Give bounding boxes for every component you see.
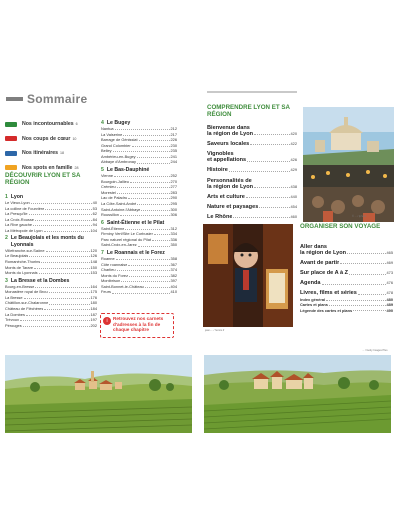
entry-dots <box>250 141 289 145</box>
section-title: Saint-Étienne et le Pilat <box>106 219 165 226</box>
toc-entry[interactable] <box>207 178 297 190</box>
section-number: 2 <box>5 235 8 242</box>
section-number: 1 <box>5 194 8 200</box>
entry-dots <box>137 201 169 205</box>
entry-dots <box>137 154 170 158</box>
entry-dots <box>46 248 90 252</box>
entry-page: 489 <box>386 302 393 308</box>
entry-label: Livres, films et séries <box>300 290 357 297</box>
entry-page: 150 <box>90 264 97 270</box>
entry-line <box>207 131 297 137</box>
entry-dots <box>45 206 91 210</box>
entry-label: Vignobles <box>207 151 234 158</box>
entry-dots <box>138 242 170 246</box>
comprendre-list <box>207 125 297 224</box>
entry-dots <box>29 211 92 215</box>
entry-dots <box>34 265 89 269</box>
toc-entry[interactable] <box>5 323 97 329</box>
entry-dots <box>130 179 170 183</box>
entry-label: Crémieu <box>101 184 116 190</box>
entry-page: 84 <box>92 216 97 222</box>
entry-page: 217 <box>170 131 177 137</box>
entry-label: Le Vieux-Lyon <box>5 200 30 206</box>
page-title <box>6 92 87 106</box>
legend-item[interactable] <box>5 117 100 132</box>
entry-label: Belley <box>101 148 112 154</box>
entry-label: Bourgoin-Jallieu <box>101 178 129 184</box>
toc-entry[interactable] <box>300 260 393 266</box>
entry-label: Légende des cartes et plans <box>300 307 353 313</box>
legend-swatch <box>5 136 17 141</box>
entry-dots <box>358 290 386 294</box>
discover-section-title: DÉCOUVRIR LYON ET SA RÉGION <box>5 172 81 187</box>
toc-entry[interactable] <box>101 242 177 248</box>
entry-line <box>300 250 393 256</box>
entry-dots <box>246 194 290 198</box>
photo-credit-bottom: ... / Getty Images Plus <box>362 349 388 352</box>
entry-label: la région de Lyon <box>207 131 254 138</box>
legend-item[interactable] <box>5 146 100 161</box>
entry-label: Personnalités de <box>207 177 252 184</box>
toc-entry[interactable] <box>101 159 177 165</box>
entry-label: Grand Colombier <box>101 142 131 148</box>
entry-label: La Métropole de Lyon <box>5 227 43 233</box>
entry-label: La Dombes <box>5 311 25 317</box>
entry-page: 367 <box>170 261 177 267</box>
entry-page: 438 <box>290 183 297 189</box>
entry-page: 336 <box>170 236 177 242</box>
entry-dots <box>152 237 170 241</box>
entry-page: 176 <box>90 294 97 300</box>
entry-page: 300 <box>170 206 177 212</box>
entry-page: 62 <box>92 211 97 217</box>
entry-label: La Rive gauche <box>5 222 33 228</box>
entry-page: 374 <box>170 267 177 273</box>
entry-dots <box>128 195 169 199</box>
entry-line <box>207 157 297 163</box>
entry-label: Firminy Vert/Site Le Corbusier <box>101 231 153 237</box>
section-number: 6 <box>101 219 104 226</box>
entry-label: Côte roannaise <box>101 261 128 267</box>
entry-label: Monastère royal de Brou <box>5 289 48 295</box>
entry-page: 295 <box>170 200 177 206</box>
entry-label: Parc naturel régional du Pilat <box>101 236 151 242</box>
entry-page: 53 <box>92 205 97 211</box>
entry-dots <box>247 157 289 161</box>
entry-dots <box>35 284 89 288</box>
entry-dots <box>233 214 289 218</box>
entry-label: Bienvenue dans <box>207 125 250 131</box>
toc-entry[interactable] <box>101 212 177 218</box>
entry-dots <box>33 222 92 226</box>
entry-dots <box>125 226 169 230</box>
sommaire-heading: Sommaire <box>27 92 88 106</box>
entry-page: 197 <box>90 317 97 323</box>
entry-label: Cartes et plans <box>300 302 328 308</box>
entry-dots <box>154 231 170 235</box>
entry-label: Roanne <box>101 256 115 262</box>
entry-label: Saint-Antoine-l'Abbaye <box>101 206 141 212</box>
entry-page: 290 <box>170 195 177 201</box>
entry-dots <box>322 280 386 284</box>
entry-dots <box>229 167 290 171</box>
toc-entry[interactable] <box>207 204 297 210</box>
entry-page: 478 <box>386 290 393 296</box>
entry-label: Avant de partir <box>300 260 340 267</box>
comprendre-section-title: COMPRENDRE LYON ET SA RÉGION <box>207 104 290 119</box>
section-number: 7 <box>101 250 104 256</box>
section-title: Le Bas-Dauphiné <box>106 167 150 174</box>
entry-line <box>300 280 393 286</box>
entry-dots <box>112 289 170 293</box>
section-heading[interactable] <box>5 235 97 247</box>
entry-page: 460 <box>290 213 297 219</box>
entry-dots <box>128 262 169 266</box>
legend-item[interactable] <box>5 132 100 147</box>
entry-dots <box>117 184 170 188</box>
entry-page: 312 <box>170 225 177 231</box>
organiser-small-list <box>300 297 393 313</box>
entry-line <box>300 260 393 266</box>
photo-credit-mid: jean-... / hemis.fr <box>205 329 225 332</box>
entry-line <box>207 167 297 173</box>
entry-page: 94 <box>92 222 97 228</box>
entry-label: Châtillon-sur-Chalaronne <box>5 300 49 306</box>
entry-page: 270 <box>170 178 177 184</box>
entry-label: Monts du Forez <box>101 272 129 278</box>
entry-label: La colline de Fourvière <box>5 205 45 211</box>
entry-line <box>207 141 297 147</box>
entry-page: 469 <box>386 260 393 266</box>
entry-page: 404 <box>170 283 177 289</box>
section-title: Lyon <box>10 194 24 200</box>
entry-dots <box>259 204 289 208</box>
entry-page: 440 <box>290 193 297 199</box>
entry-page: 410 <box>170 289 177 295</box>
address-callout <box>100 313 174 338</box>
section-title: Le Roannais et le Forez <box>106 250 165 256</box>
puppet-photo <box>203 224 293 327</box>
toc-entry[interactable] <box>300 244 393 256</box>
entry-page: 480 <box>386 297 393 302</box>
entry-page: 126 <box>90 253 97 259</box>
legend-label: Nos spots en famille <box>22 164 73 171</box>
section-title: La Bresse et la Dombes <box>10 277 70 284</box>
entry-page: 226 <box>170 137 177 143</box>
entry-label: Morestel <box>101 189 116 195</box>
entry-label: Le Rhône <box>207 213 233 220</box>
entry-line <box>207 204 297 210</box>
entry-label: Feurs <box>101 289 111 295</box>
toc-column-1 <box>5 192 97 328</box>
entry-label: Aller dans <box>300 244 328 250</box>
entry-page: 230 <box>170 142 177 148</box>
toc-column-2 <box>101 118 177 295</box>
entry-label: Saint-Croix-en-Jarez <box>101 242 137 248</box>
entry-page: 235 <box>170 148 177 154</box>
entry-page: 426 <box>290 157 297 163</box>
entry-line <box>207 214 297 220</box>
organiser-list <box>300 244 393 301</box>
entry-dots <box>31 200 92 204</box>
toc-entry[interactable] <box>207 194 297 200</box>
section-title: Le Beaujolais et les monts du Lyonnais <box>10 235 84 248</box>
legend-label: Nos coups de cœur <box>22 135 71 142</box>
entry-dots <box>35 217 92 221</box>
entry-dots <box>117 190 170 194</box>
entry-label: Ambérieu-en-Bugey <box>101 153 136 159</box>
entry-page: 120 <box>90 247 97 253</box>
entry-page: 187 <box>90 311 97 317</box>
entry-page: 422 <box>290 141 297 147</box>
entry-dots <box>29 253 89 257</box>
entry-label: la région de Lyon <box>300 250 347 257</box>
entry-dots <box>139 137 170 141</box>
entry-label: Abbaye d'Ambronay <box>101 159 136 165</box>
entry-dots <box>24 295 90 299</box>
entry-page: 490 <box>386 307 393 313</box>
toc-entry[interactable] <box>207 151 297 163</box>
entry-page: 420 <box>290 131 297 137</box>
entry-label: Arts et culture <box>207 193 245 200</box>
entry-page: 252 <box>170 173 177 179</box>
entry-label: Bourg-en-Bresse <box>5 283 35 289</box>
entry-label: La Côte-Saint-André <box>101 200 137 206</box>
toc-entry[interactable] <box>300 290 393 296</box>
organiser-section-title: ORGANISER SON VOYAGE <box>300 223 381 230</box>
entry-label: Le Beaujolais <box>5 253 29 259</box>
entry-page: 283 <box>170 189 177 195</box>
legend-swatch <box>5 122 17 127</box>
entry-dots <box>123 132 169 136</box>
legend-page: 6 <box>75 122 78 127</box>
entry-label: la région de Lyon <box>207 183 254 190</box>
entry-label: Nature et paysages <box>207 203 259 210</box>
entry-dots <box>137 159 170 163</box>
entry-dots <box>49 300 89 304</box>
legend-list <box>5 117 100 175</box>
entry-label: Pérouges <box>5 322 22 328</box>
right-page-rule <box>207 91 297 93</box>
entry-label: Saint-Étienne <box>101 225 125 231</box>
entry-page: 184 <box>90 306 97 312</box>
entry-label: Nantua <box>101 126 114 132</box>
entry-dots <box>145 284 170 288</box>
legend-label: Nos incontournables <box>22 121 74 128</box>
entry-dots <box>39 270 90 274</box>
entry-dots <box>121 278 169 282</box>
entry-page: 334 <box>170 231 177 237</box>
entry-page: 473 <box>386 270 393 276</box>
entry-page: 454 <box>290 203 297 209</box>
entry-page: 180 <box>90 300 97 306</box>
toc-entry[interactable] <box>5 228 97 234</box>
entry-page: 397 <box>170 278 177 284</box>
entry-dots <box>41 259 89 263</box>
legend-page: 10 <box>72 136 77 141</box>
entry-page: 104 <box>90 227 97 233</box>
toc-entry[interactable] <box>5 270 97 276</box>
entry-dots <box>113 148 170 152</box>
entry-dots <box>353 308 385 312</box>
toc-entry[interactable] <box>300 280 393 286</box>
entry-label: Lac de Paladru <box>101 195 128 201</box>
entry-dots <box>340 260 385 264</box>
photo-credit-top: © ... / Iphoto <box>352 215 367 218</box>
entry-label: Vienne <box>101 173 114 179</box>
entry-page: 148 <box>90 258 97 264</box>
entry-page: 306 <box>170 212 177 218</box>
entry-label: Saint-Bonnet-le-Château <box>101 283 144 289</box>
entry-dots <box>129 273 169 277</box>
entry-line <box>207 184 297 190</box>
entry-label: Sur place de A à Z <box>300 270 349 277</box>
entry-dots <box>326 297 385 301</box>
info-icon: i <box>103 317 111 325</box>
entry-label: Villefranche-sur-Saône <box>5 247 45 253</box>
entry-label: Barrage de Génissiat <box>101 137 138 143</box>
lyon-night-photo <box>303 107 394 222</box>
entry-page: 153 <box>90 270 97 276</box>
entry-line <box>300 290 393 296</box>
entry-page: 358 <box>170 256 177 262</box>
section-number: 4 <box>101 120 104 126</box>
entry-page: 175 <box>90 289 97 295</box>
entry-label: La Presqu'île <box>5 211 28 217</box>
entry-label: Roussillon <box>101 212 119 218</box>
entry-page: 429 <box>290 167 297 173</box>
entry-dots <box>20 317 90 321</box>
entry-dots <box>44 306 89 310</box>
section-title: Le Bugey <box>106 120 131 126</box>
toc-entry[interactable] <box>207 141 297 147</box>
entry-page: 241 <box>170 153 177 159</box>
entry-dots <box>132 143 170 147</box>
legend-label: Nos itinéraires <box>22 150 59 157</box>
entry-label: Monts de Tarare <box>5 264 34 270</box>
callout-text: Retrouvez nos carnets d'adresses à la fin de chaque chapitre <box>113 316 164 333</box>
toc-entry[interactable] <box>207 214 297 220</box>
toc-entry[interactable] <box>207 125 297 137</box>
title-rule <box>6 97 23 101</box>
entry-label: Château de Fléchères <box>5 306 44 312</box>
section-number: 3 <box>5 277 8 284</box>
entry-dots <box>117 267 170 271</box>
entry-label: Index général <box>300 297 326 302</box>
toc-entry[interactable] <box>207 167 297 173</box>
entry-label: Saveurs locales <box>207 141 250 148</box>
entry-page: 277 <box>170 184 177 190</box>
toc-entry[interactable] <box>101 289 177 295</box>
entry-dots <box>23 323 90 327</box>
entry-page: 202 <box>90 322 97 328</box>
entry-dots <box>26 312 90 316</box>
legend-swatch <box>5 151 17 156</box>
entry-dots <box>254 184 289 188</box>
entry-label: Monts du Lyonnais <box>5 270 38 276</box>
entry-dots <box>349 270 385 274</box>
entry-label: La Valserine <box>101 131 123 137</box>
entry-dots <box>44 228 90 232</box>
entry-label: Agenda <box>300 280 321 287</box>
legend-page: 28 <box>74 165 79 170</box>
vineyard-photo-left <box>5 355 192 433</box>
legend-page: 18 <box>60 151 65 156</box>
entry-dots <box>115 126 170 130</box>
entry-label: Montbrison <box>101 278 121 284</box>
entry-label: Trévoux <box>5 317 19 323</box>
entry-line <box>300 270 393 276</box>
entry-dots <box>254 131 289 135</box>
entry-label: Histoire <box>207 167 228 174</box>
entry-page: 212 <box>170 126 177 132</box>
legend-swatch <box>5 165 17 170</box>
entry-label: et appellations <box>207 157 247 164</box>
entry-dots <box>49 289 90 293</box>
entry-dots <box>329 302 386 306</box>
entry-page: 350 <box>170 242 177 248</box>
entry-dots <box>116 256 170 260</box>
entry-dots <box>141 207 169 211</box>
entry-dots <box>347 250 385 254</box>
entry-label: Charlieu <box>101 267 116 273</box>
entry-page: 465 <box>386 250 393 256</box>
entry-line <box>207 194 297 200</box>
entry-page: 244 <box>170 159 177 165</box>
entry-dots <box>120 212 170 216</box>
section-number: 5 <box>101 167 104 174</box>
entry-dots <box>114 173 169 177</box>
entry-page: 476 <box>386 280 393 286</box>
entry-label: Romanèche-Thorins <box>5 258 41 264</box>
village-photo-right <box>204 355 391 433</box>
entry-page: 164 <box>90 283 97 289</box>
toc-entry[interactable] <box>300 270 393 276</box>
toc-entry[interactable] <box>300 308 393 313</box>
entry-label: La Croix-Rousse <box>5 216 34 222</box>
entry-page: 40 <box>92 200 97 206</box>
entry-page: 382 <box>170 272 177 278</box>
entry-label: La Bresse <box>5 294 23 300</box>
